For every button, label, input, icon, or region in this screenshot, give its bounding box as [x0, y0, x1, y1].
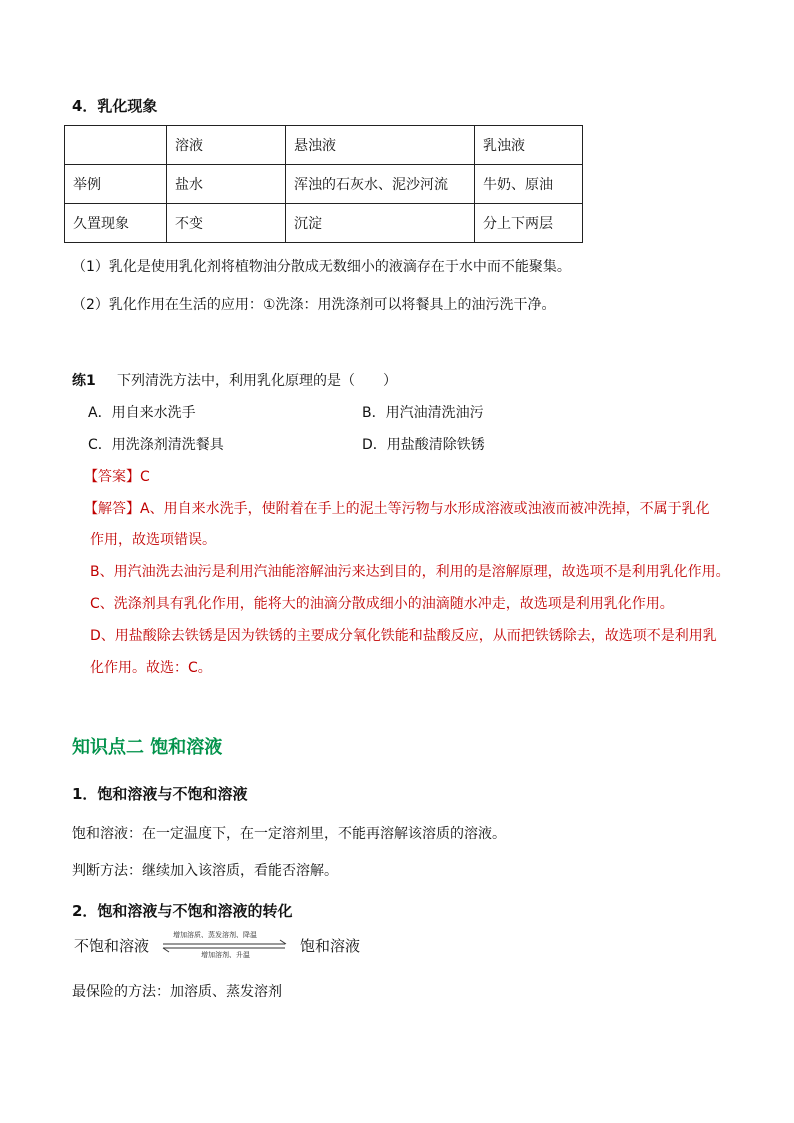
- table-cell: 乳浊液: [475, 126, 583, 165]
- analysis-line: C、洗涤剂具有乳化作用，能将大的油滴分散成细小的油滴随水冲走，故选项是利用乳化作用。: [90, 596, 674, 612]
- analysis-line: B、用汽油洗去油污是利用汽油能溶解油污来达到目的，利用的是溶解原理，故选项不是利用乳化作用。: [90, 564, 730, 580]
- conversion-arrows: [161, 930, 289, 962]
- option-b: B．用汽油清洗油污: [362, 405, 484, 421]
- analysis-line: 【解答】A、用自来水洗手，使附着在手上的泥土等污物与水形成溶液或浊液而被冲洗掉，不属于乳化: [84, 501, 710, 517]
- note-line: （2）乳化作用在生活的应用：①洗涤：用洗涤剂可以将餐具上的油污洗干净。: [72, 297, 556, 313]
- table-cell: 举例: [65, 165, 167, 204]
- exercise-label: 练1: [72, 373, 96, 389]
- section-title: 知识点二 饱和溶液: [72, 737, 223, 758]
- analysis-line: D、用盐酸除去铁锈是因为铁锈的主要成分氧化铁能和盐酸反应，从而把铁锈除去，故选项不是利用乳: [90, 628, 717, 644]
- option-c: C．用洗涤剂清洗餐具: [88, 437, 224, 453]
- table-row: [65, 204, 583, 243]
- saturated-label: 饱和溶液: [300, 937, 361, 955]
- subsection-heading: 2．饱和溶液与不饱和溶液的转化: [72, 902, 293, 920]
- exercise-question: 下列清洗方法中，利用乳化原理的是（ ）: [117, 373, 397, 389]
- table-cell: 牛奶、原油: [475, 165, 583, 204]
- table-cell: 分上下两层: [475, 204, 583, 243]
- table-cell: [65, 126, 167, 165]
- answer: 【答案】C: [84, 469, 150, 485]
- definition-text: 饱和溶液：在一定温度下，在一定溶剂里，不能再溶解该溶质的溶液。: [72, 826, 506, 842]
- unsaturated-label: 不饱和溶液: [74, 937, 150, 955]
- option-d: D．用盐酸清除铁锈: [362, 437, 485, 453]
- analysis-line: 作用，故选项错误。: [90, 532, 216, 548]
- table-row: [65, 165, 583, 204]
- table-cell: 盐水: [167, 165, 286, 204]
- method-text: 判断方法：继续加入该溶质，看能否溶解。: [72, 863, 338, 879]
- table-cell: 悬浊液: [286, 126, 475, 165]
- subsection-heading: 1．饱和溶液与不饱和溶液: [72, 785, 248, 803]
- option-a: A．用自来水洗手: [88, 405, 196, 421]
- table-cell: 溶液: [167, 126, 286, 165]
- table-cell: 浑浊的石灰水、泥沙河流: [286, 165, 475, 204]
- section-heading: 4．乳化现象: [72, 97, 158, 115]
- note-line: （1）乳化是使用乳化剂将植物油分散成无数细小的液滴存在于水中而不能聚集。: [72, 259, 571, 275]
- arrow-top-label: 增加溶质、蒸发溶剂、降温: [173, 931, 257, 939]
- comparison-table: [64, 125, 583, 243]
- table-cell: 久置现象: [65, 204, 167, 243]
- table-header-row: [65, 126, 583, 165]
- analysis-line: 化作用。故选：C。: [90, 660, 212, 676]
- arrow-bottom-label: 增加溶剂、升温: [201, 951, 250, 959]
- table-cell: 沉淀: [286, 204, 475, 243]
- table-cell: 不变: [167, 204, 286, 243]
- safest-method-text: 最保险的方法：加溶质、蒸发溶剂: [72, 984, 282, 1000]
